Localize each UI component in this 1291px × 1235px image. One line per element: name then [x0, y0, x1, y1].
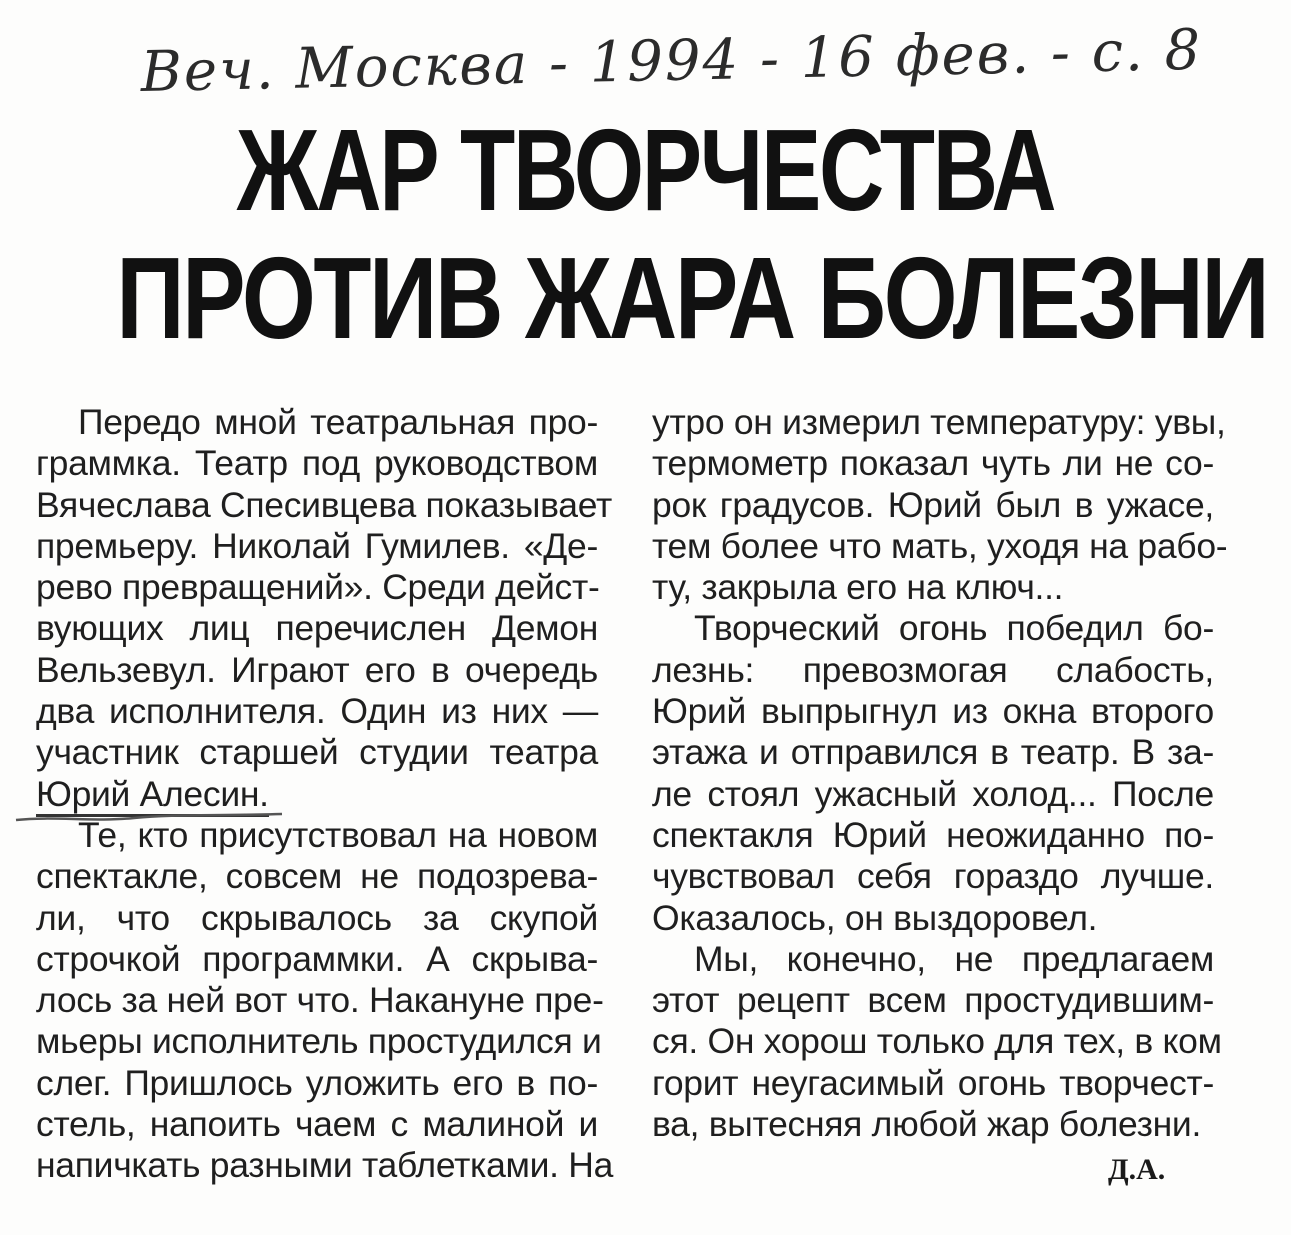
text-line: премьеру. Николай Гумилев. «Де-	[36, 525, 598, 566]
text-line: утро он измерил температуру: увы,	[652, 402, 1226, 442]
pen-underline-scribble	[14, 806, 284, 826]
text-line: ли, что скрывалось за скупой	[36, 897, 598, 938]
text-line: напичкать разными таблетками. На	[36, 1145, 614, 1186]
text-line: ва, вытесняя любой жар болезни.	[652, 1104, 1202, 1145]
text-line: горит неугасимый огонь творчест-	[652, 1062, 1214, 1103]
text-line: Те, кто присутствовал на новом	[78, 814, 598, 855]
text-line: строчкой программки. А скрыва-	[36, 938, 598, 979]
text-line: Мы, конечно, не предлагаем	[694, 938, 1214, 979]
author-signature: Д.А.	[1108, 1153, 1166, 1186]
text-line: Творческий огонь победил бо-	[694, 608, 1214, 649]
text-line: слег. Пришлось уложить его в по-	[36, 1062, 598, 1103]
underlined-name: Юрий Алесин.	[36, 774, 269, 817]
text-line: лезнь: превозмогая слабость,	[652, 649, 1214, 690]
text-line: Передо мной театральная про-	[78, 402, 598, 442]
text-line: Вельзевул. Играют его в очередь	[36, 649, 598, 690]
text-line: этажа и отправился в театр. В за-	[652, 732, 1214, 773]
text-line: ле стоял ужасный холод... После	[652, 773, 1214, 814]
headline-line-1: ЖАР ТВОРЧЕСТВА	[236, 105, 1055, 235]
text-line: ся. Он хорош только для тех, в ком	[652, 1021, 1222, 1062]
text-line: стель, напоить чаем с малиной и	[36, 1104, 598, 1145]
text-line: термометр показал чуть ли не со-	[652, 443, 1214, 484]
text-line: участник старшей студии театра	[36, 732, 598, 773]
article-column-right	[652, 402, 1228, 1145]
text-line: лось за ней вот что. Накануне пре-	[36, 980, 604, 1021]
text-line: вующих лиц перечислен Демон	[36, 608, 598, 649]
text-line: граммка. Театр под руководством	[36, 443, 598, 484]
headline-line-2: ПРОТИВ ЖАРА БОЛЕЗНИ	[116, 233, 1268, 363]
text-line: ту, закрыла его на ключ...	[652, 567, 1064, 608]
text-line: Оказалось, он выздоровел.	[652, 897, 1098, 938]
text-line: Вячеслава Спесивцева показывает	[36, 484, 612, 525]
text-line: рево превращений». Среди дейст-	[36, 567, 600, 608]
article-column-left	[36, 402, 614, 1187]
text-line: спектакля Юрий неожиданно по-	[652, 814, 1214, 855]
text-line: два исполнителя. Один из них —	[36, 691, 598, 732]
text-line: чувствовал себя гораздо лучше.	[652, 856, 1214, 897]
text-line: Юрий выпрыгнул из окна второго	[652, 691, 1214, 732]
text-line: рок градусов. Юрий был в ужасе,	[652, 484, 1214, 525]
text-line: спектакле, совсем не подозрева-	[36, 856, 598, 897]
text-line: этот рецепт всем простудившим-	[652, 980, 1214, 1021]
text-line: мьеры исполнитель простудился и	[36, 1021, 602, 1062]
handwritten-source-note: Веч. Москва - 1994 - 16 фев. - с. 8	[140, 17, 1203, 105]
text-line: тем более что мать, уходя на рабо-	[652, 525, 1228, 566]
